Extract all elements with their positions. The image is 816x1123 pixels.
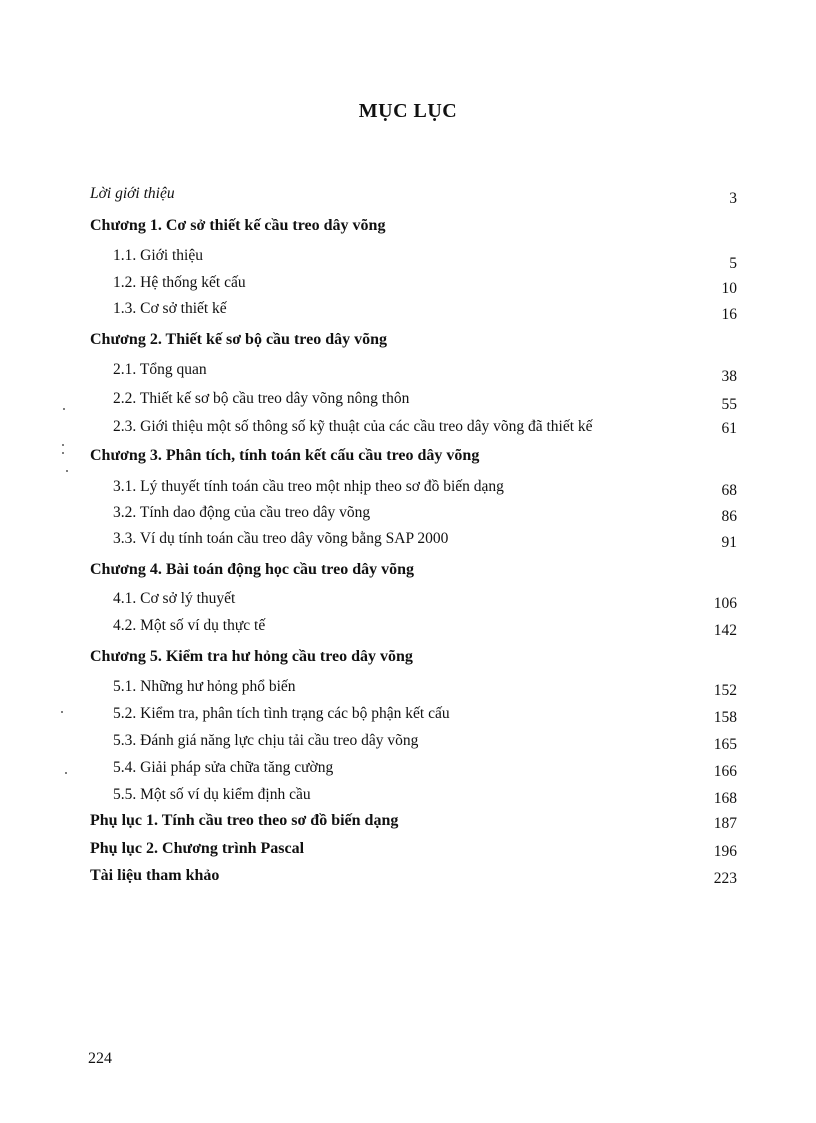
toc-entry-page: 3 xyxy=(729,190,737,207)
toc-entry-intro[interactable] xyxy=(0,185,816,209)
scan-speck xyxy=(62,444,64,446)
toc-section-5-2[interactable] xyxy=(0,705,816,729)
page-title: MỤC LỤC xyxy=(358,100,458,122)
scan-speck xyxy=(62,452,64,454)
toc-section-label: 2.1. Tổng quan xyxy=(113,361,207,378)
toc-section-page: 142 xyxy=(713,622,737,639)
toc-section-page: 165 xyxy=(713,736,737,753)
toc-section-3-1[interactable] xyxy=(0,478,816,502)
toc-section-2-2[interactable] xyxy=(0,390,816,414)
toc-section-label: 1.2. Hệ thống kết cấu xyxy=(113,274,246,291)
toc-section-label: 2.2. Thiết kế sơ bộ cầu treo dây võng nông thôn xyxy=(113,390,410,407)
toc-chapter-label: Chương 5. Kiểm tra hư hỏng cầu treo dây võng xyxy=(90,648,413,665)
toc-section-label: 5.3. Đánh giá năng lực chịu tải cầu treo dây võng xyxy=(113,732,419,749)
toc-chapter-label: Chương 1. Cơ sở thiết kế cầu treo dây võng xyxy=(90,217,386,234)
toc-chapter-label: Chương 4. Bài toán động học cầu treo dây võng xyxy=(90,561,414,578)
toc-section-page: 55 xyxy=(721,396,737,413)
toc-section-label: 4.2. Một số ví dụ thực tế xyxy=(113,617,266,634)
toc-chapter-1[interactable] xyxy=(0,217,816,241)
toc-section-page: 61 xyxy=(721,420,737,437)
toc-section-page: 38 xyxy=(721,368,737,385)
toc-section-4-2[interactable] xyxy=(0,617,816,641)
toc-section-page: 68 xyxy=(721,482,737,499)
toc-section-page: 158 xyxy=(713,709,737,726)
toc-section-3-3[interactable] xyxy=(0,530,816,554)
toc-section-5-4[interactable] xyxy=(0,759,816,783)
toc-appendix-label: Phụ lục 1. Tính cầu treo theo sơ đồ biến dạng xyxy=(90,812,399,829)
toc-section-page: 166 xyxy=(713,763,737,780)
scan-speck xyxy=(66,470,68,472)
toc-section-1-3[interactable] xyxy=(0,300,816,324)
page-number: 224 xyxy=(88,1050,112,1067)
toc-section-page: 5 xyxy=(729,255,737,272)
toc-section-1-1[interactable] xyxy=(0,247,816,271)
toc-section-5-1[interactable] xyxy=(0,678,816,702)
scan-speck xyxy=(63,408,65,410)
toc-appendix-page: 223 xyxy=(713,870,737,887)
toc-section-label: 5.4. Giải pháp sửa chữa tăng cường xyxy=(113,759,334,776)
toc-appendix-label: Phụ lục 2. Chương trình Pascal xyxy=(90,840,305,857)
toc-section-2-1[interactable] xyxy=(0,361,816,385)
toc-section-label: 3.1. Lý thuyết tính toán cầu treo một nhịp theo sơ đồ biến dạng xyxy=(113,478,504,495)
toc-section-label: 1.1. Giới thiệu xyxy=(113,247,203,264)
toc-section-label: 5.1. Những hư hỏng phổ biến xyxy=(113,678,296,695)
toc-appendix-page: 187 xyxy=(713,815,737,832)
toc-section-page: 16 xyxy=(721,306,737,323)
toc-section-label: 3.3. Ví dụ tính toán cầu treo dây võng bằng SAP 2000 xyxy=(113,530,449,547)
toc-section-5-5[interactable] xyxy=(0,786,816,810)
toc-appendix-1[interactable] xyxy=(0,812,816,836)
toc-chapter-label: Chương 2. Thiết kế sơ bộ cầu treo dây võng xyxy=(90,331,387,348)
toc-section-page: 106 xyxy=(713,595,737,612)
toc-appendix-2[interactable] xyxy=(0,840,816,864)
toc-section-page: 10 xyxy=(721,280,737,297)
toc-chapter-4[interactable] xyxy=(0,561,816,585)
toc-section-page: 152 xyxy=(713,682,737,699)
toc-chapter-5[interactable] xyxy=(0,648,816,672)
scan-speck xyxy=(65,772,67,774)
toc-section-label: 3.2. Tính dao động của cầu treo dây võng xyxy=(113,504,371,521)
toc-section-page: 86 xyxy=(721,508,737,525)
toc-section-label: 4.1. Cơ sở lý thuyết xyxy=(113,590,236,607)
toc-appendix-label: Tài liệu tham khảo xyxy=(90,867,220,884)
toc-section-4-1[interactable] xyxy=(0,590,816,614)
toc-chapter-label: Chương 3. Phân tích, tính toán kết cấu cầu treo dây võng xyxy=(90,447,480,464)
toc-section-5-3[interactable] xyxy=(0,732,816,756)
scan-speck xyxy=(61,711,63,713)
toc-section-2-3[interactable] xyxy=(0,418,816,442)
toc-section-1-2[interactable] xyxy=(0,274,816,298)
toc-entry-label: Lời giới thiệu xyxy=(90,185,175,202)
toc-chapter-3[interactable] xyxy=(0,447,816,471)
toc-section-3-2[interactable] xyxy=(0,504,816,528)
toc-references[interactable] xyxy=(0,867,816,891)
toc-section-page: 91 xyxy=(721,534,737,551)
toc-section-label: 5.2. Kiểm tra, phân tích tình trạng các bộ phận kết cấu xyxy=(113,705,450,722)
toc-chapter-2[interactable] xyxy=(0,331,816,355)
toc-appendix-page: 196 xyxy=(713,843,737,860)
toc-section-label: 5.5. Một số ví dụ kiểm định cầu xyxy=(113,786,311,803)
toc-section-label: 1.3. Cơ sở thiết kế xyxy=(113,300,227,317)
toc-section-label: 2.3. Giới thiệu một số thông số kỹ thuật của các cầu treo dây võng đã thiết kế xyxy=(113,418,593,435)
toc-section-page: 168 xyxy=(713,790,737,807)
